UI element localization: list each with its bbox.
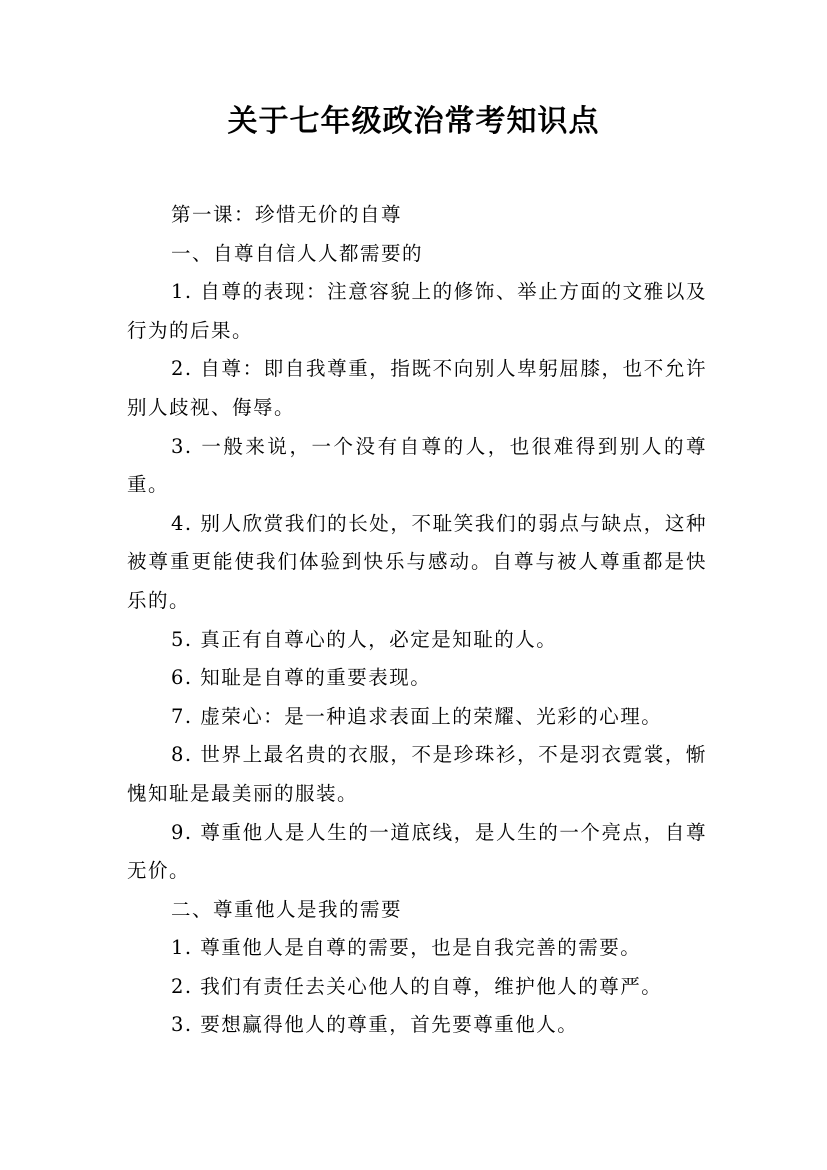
section-heading-1: 一、自尊自信人人都需要的 (171, 241, 424, 265)
paragraph: 9. 尊重他人是人生的一道底线，是人生的一个亮点，自尊无价。 (127, 820, 707, 883)
paragraph: 5. 真正有自尊心的人，必定是知耻的人。 (171, 627, 558, 651)
paragraph: 7. 虚荣心：是一种追求表面上的荣耀、光彩的心理。 (171, 704, 663, 728)
lesson-heading: 第一课：珍惜无价的自尊 (171, 203, 403, 226)
paragraph: 6. 知耻是自尊的重要表现。 (171, 666, 432, 690)
paragraph: 2. 自尊：即自我尊重，指既不向别人卑躬屈膝，也不允许别人歧视、侮辱。 (127, 357, 707, 419)
document-body (127, 196, 707, 1045)
paragraph: 2. 我们有责任去关心他人的自尊，维护他人的尊严。 (171, 974, 663, 998)
paragraph: 8. 世界上最名贵的衣服，不是珍珠衫，不是羽衣霓裳，惭愧知耻是最美丽的服装。 (127, 743, 707, 805)
paragraph: 1. 尊重他人是自尊的需要，也是自我完善的需要。 (171, 936, 642, 960)
paragraph: 3. 要想赢得他人的尊重，首先要尊重他人。 (171, 1013, 579, 1037)
section-heading-2: 二、尊重他人是我的需要 (171, 897, 403, 921)
paragraph: 3. 一般来说，一个没有自尊的人，也很难得到别人的尊重。 (127, 434, 707, 497)
document-title: 关于七年级政治常考知识点 (227, 104, 600, 139)
paragraph: 4. 别人欣赏我们的长处，不耻笑我们的弱点与缺点，这种被尊重更能使我们体验到快乐与感动。自尊与被人尊重都是快乐的。 (127, 511, 707, 612)
paragraph: 1. 自尊的表现：注意容貌上的修饰、举止方面的文雅以及行为的后果。 (127, 280, 707, 342)
